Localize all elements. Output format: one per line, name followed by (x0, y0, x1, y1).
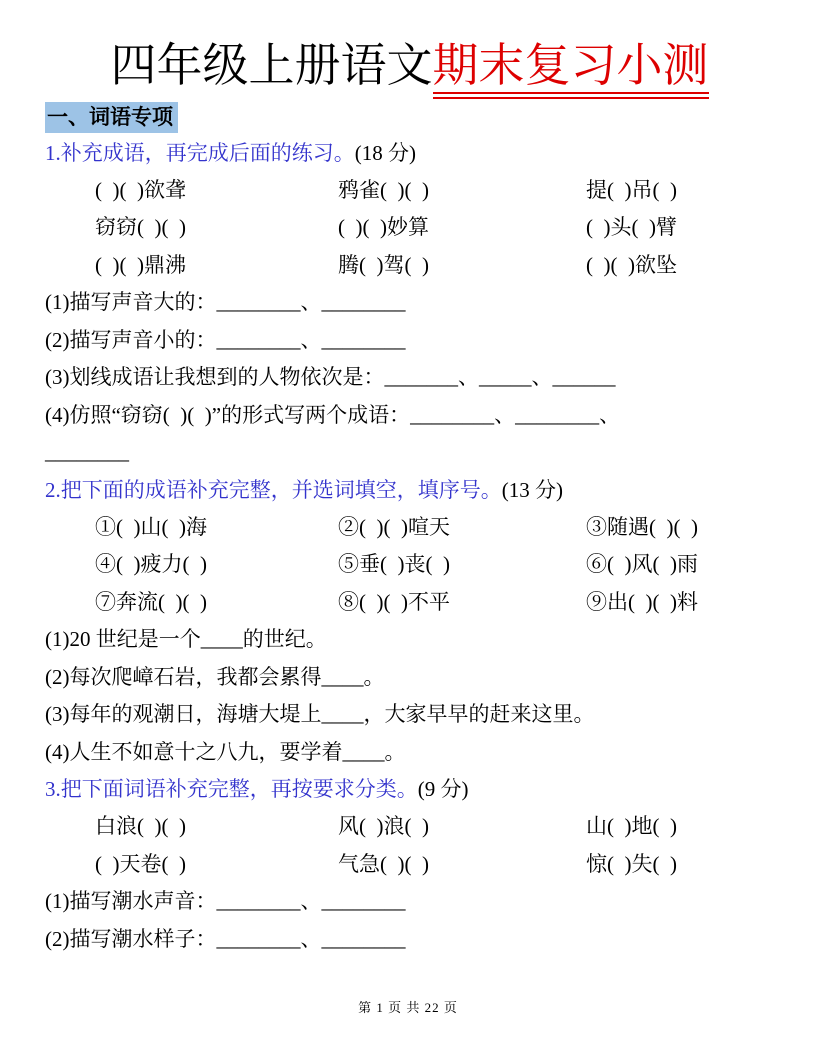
idiom-cell: ③随遇( )( ) (586, 514, 698, 539)
idiom-cell: ⑧( )( )不平 (338, 589, 450, 614)
idiom-cell: 惊( )失( ) (586, 851, 677, 876)
question-2-subquestion: (4)人生不如意十之八九，要学着____。 (45, 739, 406, 764)
idiom-cell: ( )头( )臂 (586, 215, 677, 240)
question-2-subquestion: (3)每年的观潮日，海塘大堤上____，大家早早的赶来这里。 (45, 702, 595, 727)
page-title (45, 36, 774, 96)
page-footer: 第 1 页 共 22 页 (358, 1000, 458, 1015)
idiom-cell: ⑨出( )( )料 (586, 589, 698, 614)
idiom-cell: ( )( )欲坠 (586, 252, 677, 277)
section-heading-row (45, 100, 774, 135)
question-1-prompt: 1.补充成语，再完成后面的练习。 (45, 140, 355, 165)
idiom-cell: 白浪( )( ) (95, 814, 186, 839)
idiom-cell: ⑥( )风( )雨 (586, 552, 698, 577)
question-2-score: (13 分) (501, 477, 563, 502)
question-1-idiom-grid (95, 172, 774, 285)
question-2-idiom-grid (95, 509, 774, 622)
idiom-cell: 气急( )( ) (338, 851, 429, 876)
idiom-cell: ( )( )妙算 (338, 215, 429, 240)
idiom-cell: ( )( )鼎沸 (95, 252, 186, 277)
idiom-cell: ⑦奔流( )( ) (95, 589, 207, 614)
idiom-cell: 鸦雀( )( ) (338, 177, 429, 202)
question-1-subquestion: (4)仿照“窃窃( )( )”的形式写两个成语：________、________、 (45, 402, 621, 427)
question-1-subquestion: (3)划线成语让我想到的人物依次是：_______、_____、______ (45, 365, 616, 390)
question-3-idiom-grid (95, 808, 774, 883)
idiom-cell: 腾( )驾( ) (338, 252, 429, 277)
title-text-red-underlined: 期末复习小测 (433, 40, 709, 99)
idiom-cell: ①( )山( )海 (95, 514, 207, 539)
idiom-cell: ④( )疲力( ) (95, 552, 207, 577)
idiom-cell: ( )( )欲聋 (95, 177, 186, 202)
idiom-cell: ⑤垂( )丧( ) (338, 552, 450, 577)
section-heading: 一、词语专项 (45, 102, 178, 133)
idiom-cell: 提( )吊( ) (586, 177, 677, 202)
question-1-subquestion: (1)描写声音大的：________、________ (45, 290, 406, 315)
question-3-prompt: 3.把下面词语补充完整，再按要求分类。 (45, 777, 418, 802)
question-3-heading (45, 771, 774, 808)
idiom-cell: ②( )( )喧天 (338, 514, 450, 539)
idiom-cell: ( )天卷( ) (95, 851, 186, 876)
question-1-subquestion-continuation: ________ (45, 440, 129, 465)
question-2-prompt: 2.把下面的成语补充完整，并选词填空，填序号。 (45, 477, 502, 502)
question-2-subquestion: (2)每次爬嶂石岩，我都会累得____。 (45, 664, 385, 689)
idiom-cell: 风( )浪( ) (338, 814, 429, 839)
title-text-black: 四年级上册语文 (110, 40, 433, 91)
question-3-subquestion: (1)描写潮水声音：________、________ (45, 889, 406, 914)
question-1-subquestion: (2)描写声音小的：________、________ (45, 327, 406, 352)
idiom-cell: 窃窃( )( ) (95, 215, 186, 240)
question-3-score: (9 分) (417, 777, 469, 802)
question-1-score: (18 分) (354, 140, 416, 165)
question-2-subquestion: (1)20 世纪是一个____的世纪。 (45, 627, 327, 652)
question-1-heading (45, 135, 774, 172)
idiom-cell: 山( )地( ) (586, 814, 677, 839)
question-3-subquestion: (2)描写潮水样子：________、________ (45, 926, 406, 951)
question-2-heading (45, 472, 774, 509)
